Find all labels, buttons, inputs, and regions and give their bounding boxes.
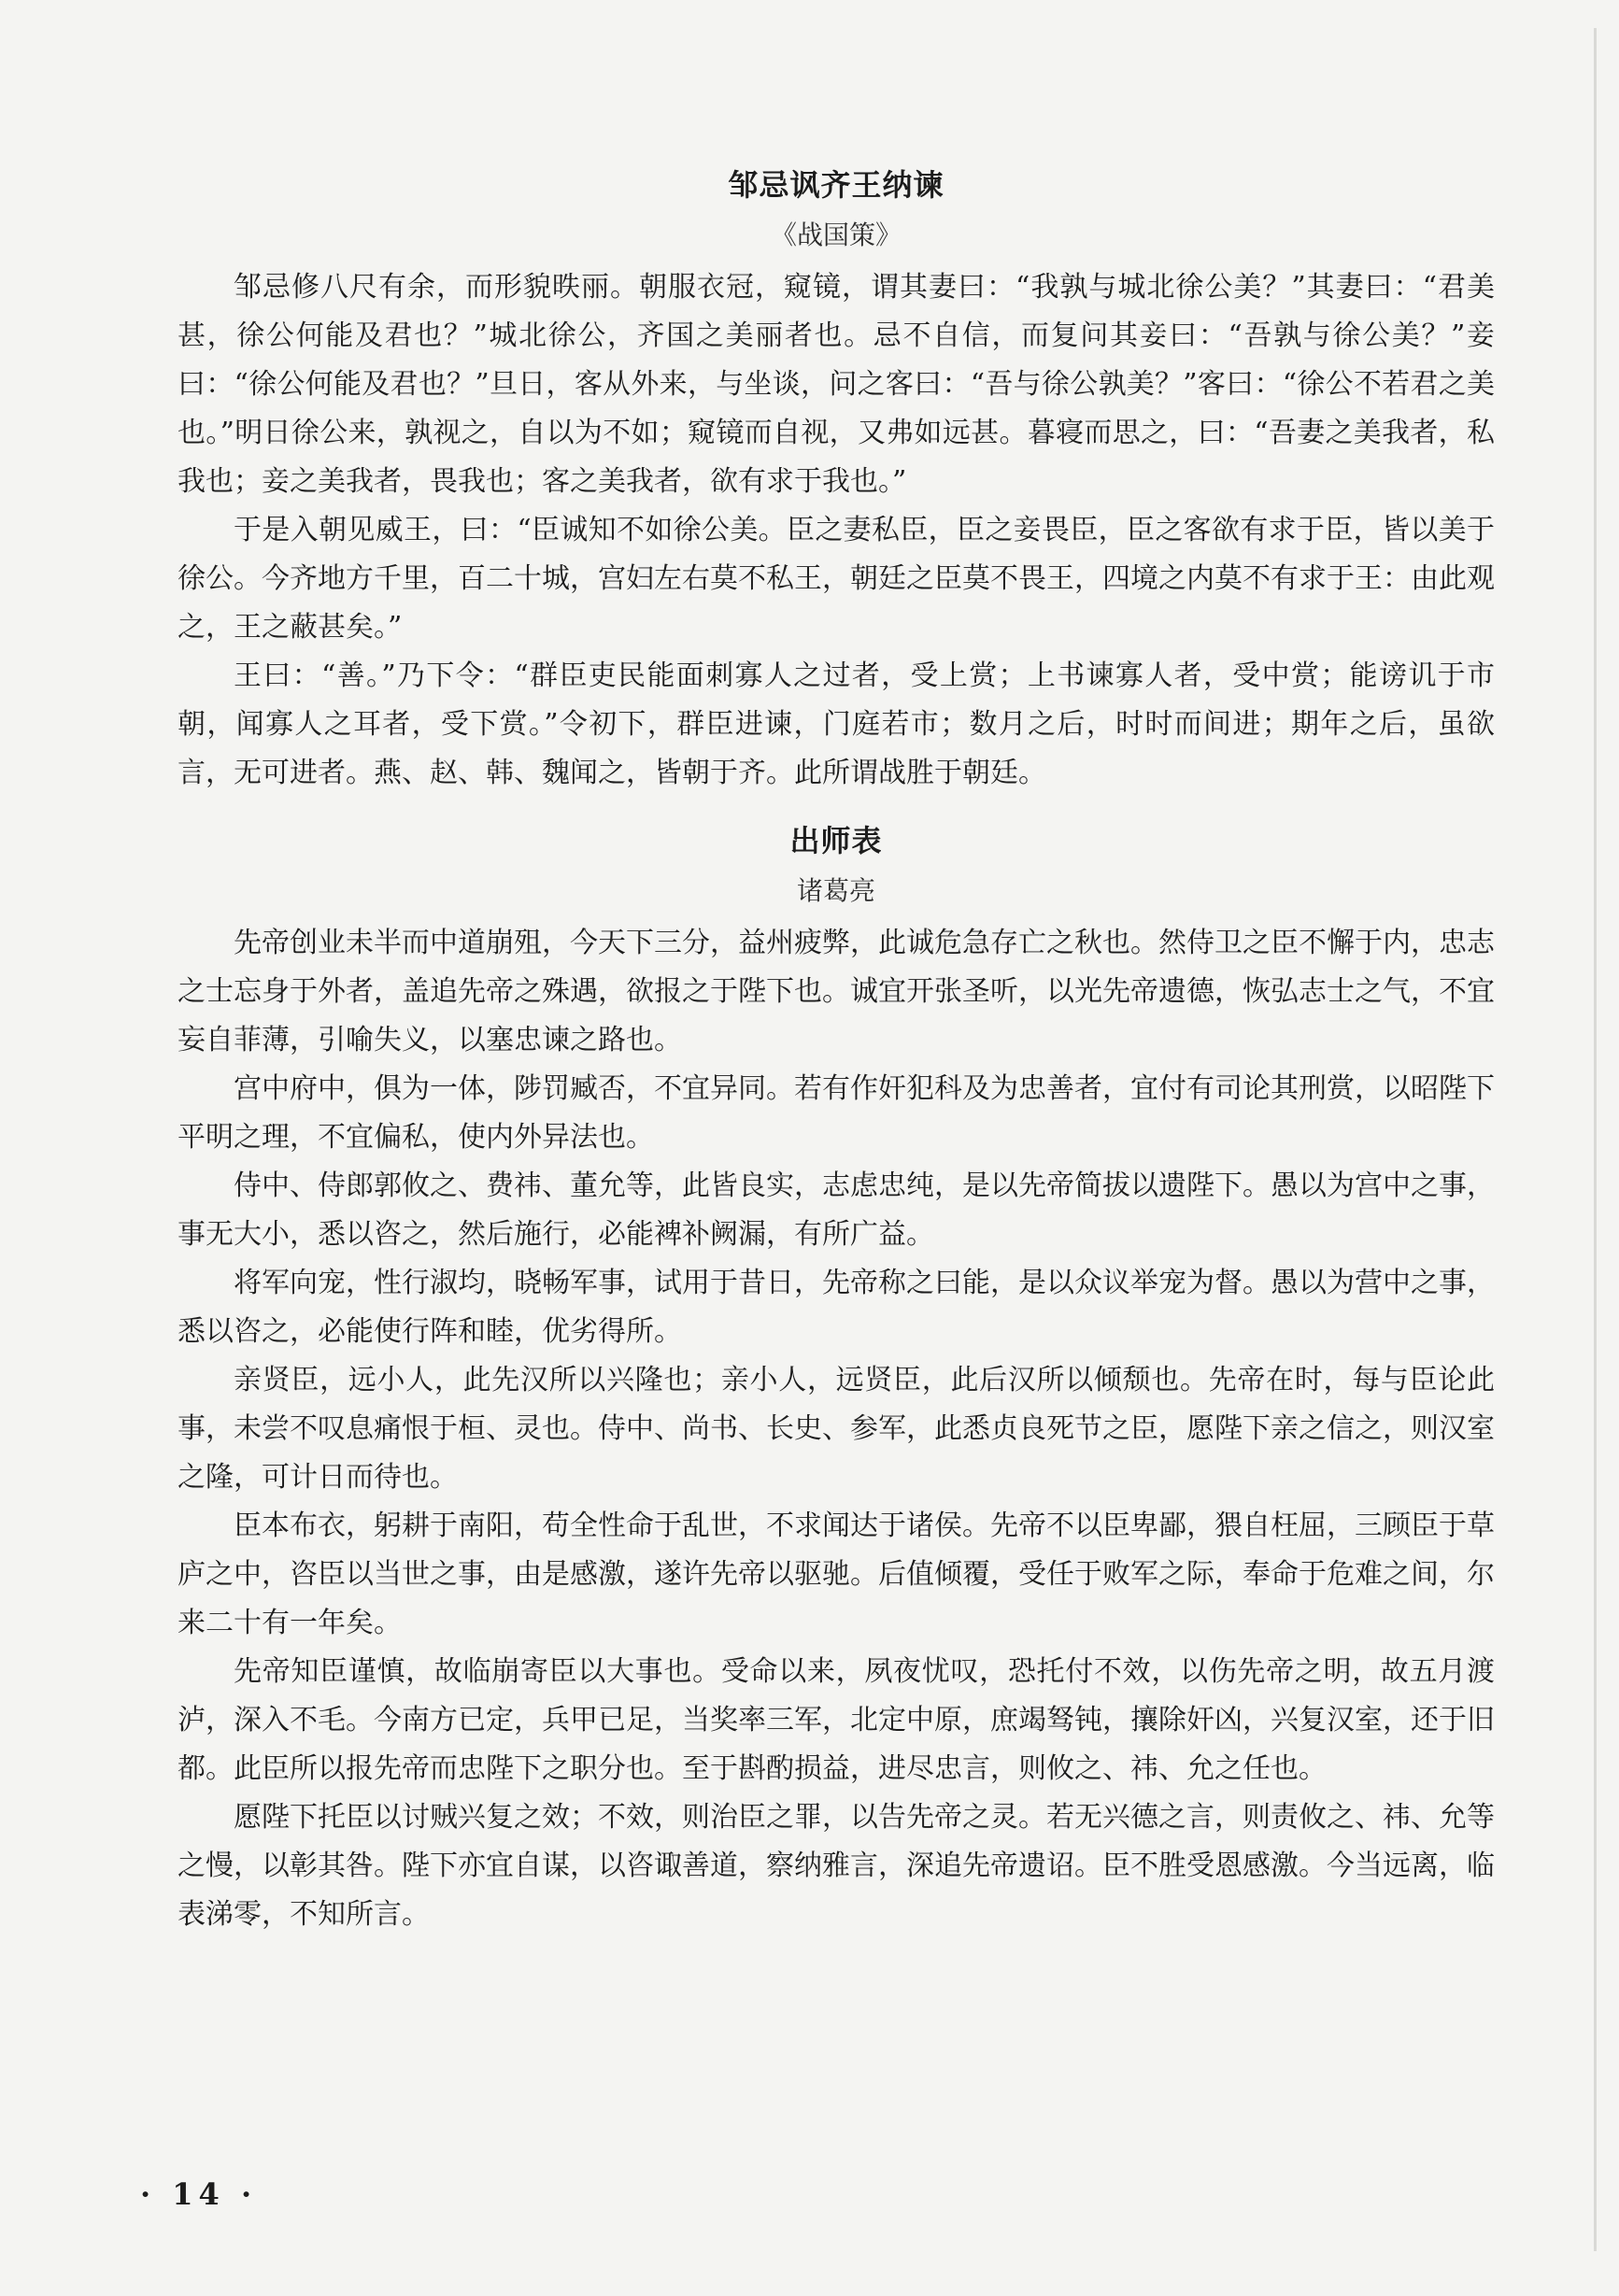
paragraph: 邹忌修八尺有余，而形貌昳丽。朝服衣冠，窥镜，谓其妻曰：“我孰与城北徐公美？”其妻曰：“君美甚，徐公何能及君也？”城北徐公，齐国之美丽者也。忌不自信，而复问其妾曰：“吾孰与徐公美？”妾曰：“徐公何能及君也？”旦日，客从外来，与坐谈，问之客曰：“吾与徐公孰美？”客曰：“徐公不若君之美也。”明日徐公来，孰视之，自以为不如；窥镜而自视，又弗如远甚。暮寝而思之，曰：“吾妻之美我者，私我也；妾之美我者，畏我也；客之美我者，欲有求于我也。” <box>178 271 1495 498</box>
page-number: · 14 · <box>140 2176 258 2212</box>
section-chushibiao <box>178 815 1495 1939</box>
paragraph: 臣本布衣，躬耕于南阳，苟全性命于乱世，不求闻达于诸侯。先帝不以臣卑鄙，猥自枉屈，三顾臣于草庐之中，咨臣以当世之事，由是感激，遂许先帝以驱驰。后值倾覆，受任于败军之际，奉命于危难之间，尔来二十有一年矣。 <box>178 1509 1495 1639</box>
paragraph: 先帝知臣谨慎，故临崩寄臣以大事也。受命以来，夙夜忧叹，恐托付不效，以伤先帝之明，故五月渡泸，深入不毛。今南方已定，兵甲已足，当奖率三军，北定中原，庶竭驽钝，攘除奸凶，兴复汉室，还于旧都。此臣所以报先帝而忠陛下之职分也。至于斟酌损益，进尽忠言，则攸之、祎、允之任也。 <box>178 1655 1495 1785</box>
document-body <box>178 159 1495 1939</box>
section-source: 诸葛亮 <box>796 875 875 906</box>
paragraph: 愿陛下托臣以讨贼兴复之效；不效，则治臣之罪，以告先帝之灵。若无兴德之言，则责攸之、祎、允等之慢，以彰其咎。陛下亦宜自谋，以咨诹善道，察纳雅言，深追先帝遗诏。臣不胜受恩感激。今当远离，临表涕零，不知所言。 <box>178 1801 1495 1931</box>
paragraph: 将军向宠，性行淑均，晓畅军事，试用于昔日，先帝称之曰能，是以众议举宠为督。愚以为营中之事，悉以咨之，必能使行阵和睦，优劣得所。 <box>178 1267 1495 1348</box>
section-source: 《战国策》 <box>770 220 902 250</box>
paragraph: 亲贤臣，远小人，此先汉所以兴隆也；亲小人，远贤臣，此后汉所以倾颓也。先帝在时，每与臣论此事，未尝不叹息痛恨于桓、灵也。侍中、尚书、长史、参军，此悉贞良死节之臣，愿陛下亲之信之，则汉室之隆，可计日而待也。 <box>178 1364 1495 1494</box>
paragraph: 于是入朝见威王，曰：“臣诚知不如徐公美。臣之妻私臣，臣之妾畏臣，臣之客欲有求于臣，皆以美于徐公。今齐地方千里，百二十城，宫妇左右莫不私王，朝廷之臣莫不畏王，四境之内莫不有求于王：由此观之，王之蔽甚矣。” <box>178 514 1495 644</box>
paragraph: 宫中府中，俱为一体，陟罚臧否，不宜异同。若有作奸犯科及为忠善者，宜付有司论其刑赏，以昭陛下平明之理，不宜偏私，使内外异法也。 <box>178 1072 1495 1154</box>
section-zouji <box>178 159 1495 798</box>
page-edge <box>1594 28 1597 2251</box>
section-title: 邹忌讽齐王纳谏 <box>728 167 944 203</box>
paragraph: 先帝创业未半而中道崩殂，今天下三分，益州疲弊，此诚危急存亡之秋也。然侍卫之臣不懈于内，忠志之士忘身于外者，盖追先帝之殊遇，欲报之于陛下也。诚宜开张圣听，以光先帝遗德，恢弘志士之气，不宜妄自菲薄，引喻失义，以塞忠谏之路也。 <box>178 927 1495 1056</box>
paragraph: 侍中、侍郎郭攸之、费祎、董允等，此皆良实，志虑忠纯，是以先帝简拔以遗陛下。愚以为宫中之事，事无大小，悉以咨之，然后施行，必能裨补阙漏，有所广益。 <box>178 1169 1495 1251</box>
paragraph: 王曰：“善。”乃下令：“群臣吏民能面刺寡人之过者，受上赏；上书谏寡人者，受中赏；能谤讥于市朝，闻寡人之耳者，受下赏。”令初下，群臣进谏，门庭若市；数月之后，时时而间进；期年之后，虽欲言，无可进者。燕、赵、韩、魏闻之，皆朝于齐。此所谓战胜于朝廷。 <box>178 659 1495 789</box>
section-title: 出师表 <box>789 823 883 858</box>
